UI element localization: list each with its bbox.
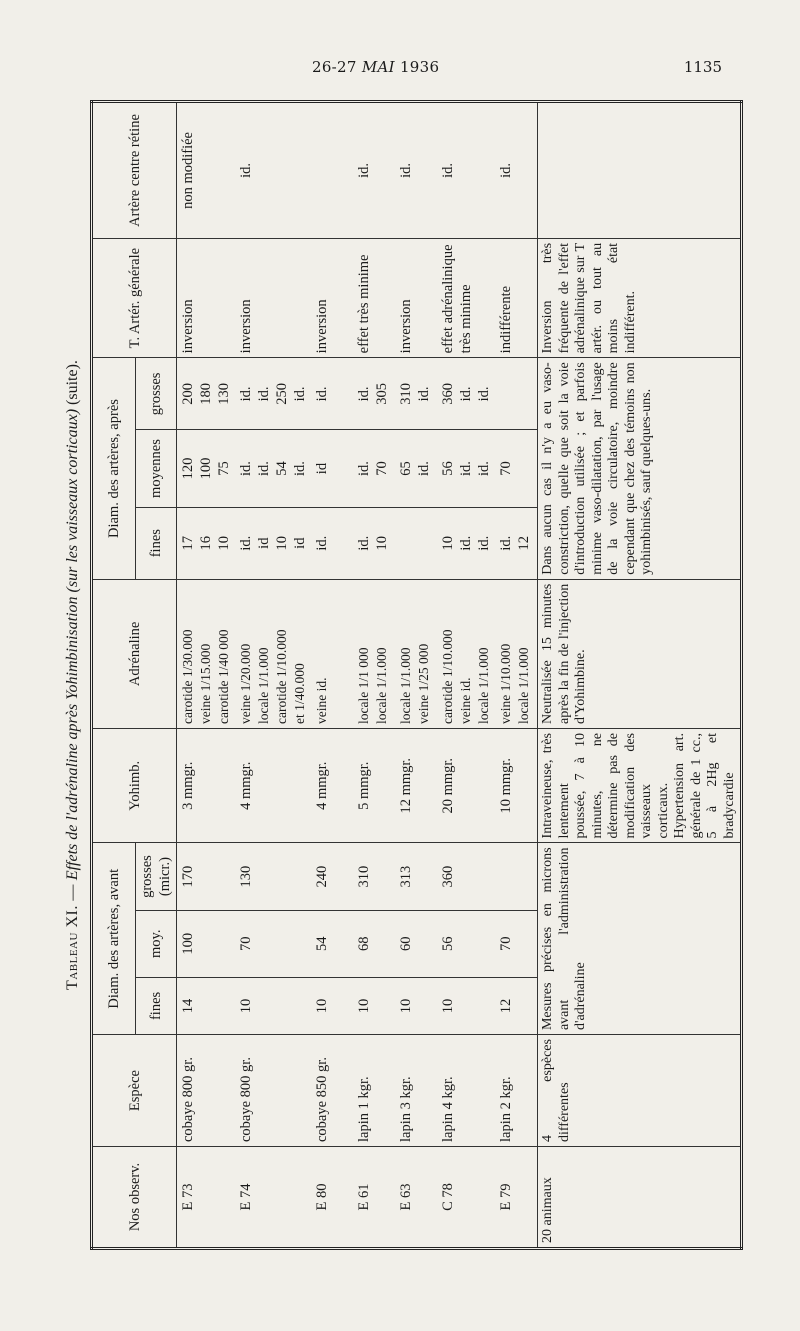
cell-moyennes-apres-line: 54 bbox=[274, 461, 290, 476]
cell-t-arter: indifférente bbox=[495, 238, 538, 357]
cell-grosses-apres bbox=[495, 358, 538, 430]
cell-moyennes-apres-line: 70 bbox=[374, 461, 390, 476]
cell-t-arter: inversion bbox=[395, 238, 437, 357]
cell-yohimb: 4 mmgr. bbox=[311, 729, 353, 843]
summary-row bbox=[538, 102, 742, 1249]
cell-adrenaline-line: locale 1/1 000 bbox=[356, 647, 371, 725]
table-row bbox=[353, 102, 395, 1249]
cell-grosses-apres bbox=[353, 358, 395, 430]
cell-moy: 70 bbox=[235, 910, 311, 977]
cell-fines: 10 bbox=[437, 977, 495, 1034]
cell-grosses-apres-line: id. bbox=[356, 386, 372, 402]
cell-grosses-apres-line: id. bbox=[238, 386, 254, 402]
cell-fines-apres-line: id. bbox=[314, 535, 330, 551]
col-header-espece: Espèce bbox=[92, 1035, 177, 1147]
cell-retine: id. bbox=[353, 102, 395, 239]
cell-espece: lapin 4 kgr. bbox=[437, 1035, 495, 1147]
rotated-table-page bbox=[60, 100, 737, 1250]
table-row bbox=[235, 102, 311, 1249]
cell-moy: 54 bbox=[311, 910, 353, 977]
cell-grosses-apres-line: id. bbox=[416, 386, 432, 402]
cell-retine: id. bbox=[437, 102, 495, 239]
table-row bbox=[437, 102, 495, 1249]
cell-fines: 10 bbox=[235, 977, 311, 1034]
cell-fines: 10 bbox=[353, 977, 395, 1034]
col-header-moyennes: moyennes bbox=[136, 430, 177, 507]
cell-grosses-apres-line: 130 bbox=[216, 383, 232, 405]
cell-yohimb: 3 mmgr. bbox=[177, 729, 236, 843]
col-header-fines: fines bbox=[136, 977, 177, 1034]
cell-grosses: 170 bbox=[177, 843, 236, 910]
col-header-grosses: grosses bbox=[136, 358, 177, 430]
col-header-t-arter: T. Artér. générale bbox=[92, 238, 177, 357]
caption-title: Effets de l'adrénaline après Yohimbinisation bbox=[64, 596, 81, 881]
col-header-grosses-micr: grosses (micr.) bbox=[136, 843, 177, 910]
col-header-fines-apres: fines bbox=[136, 507, 177, 579]
cell-fines-apres-line: 10 bbox=[374, 535, 390, 551]
cell-fines-apres bbox=[437, 507, 495, 579]
cell-adrenaline-line: locale 1/1.000 bbox=[476, 647, 491, 725]
cell-fines-apres-line: 10 bbox=[440, 535, 456, 551]
cell-moyennes-apres-line: id. bbox=[416, 461, 432, 476]
col-header-diam-apres: Diam. des artères, après bbox=[92, 358, 136, 579]
cell-moyennes-apres bbox=[177, 430, 236, 507]
cell-adrenaline-line: veine 1/10.000 bbox=[498, 643, 513, 725]
cell-fines-apres-line: 17 bbox=[180, 535, 196, 551]
cell-moyennes-apres-line: 56 bbox=[440, 461, 456, 476]
cell-retine: id. bbox=[235, 102, 311, 239]
cell-fines-apres-line: 10 bbox=[216, 535, 232, 551]
cell-fines-apres-line: id bbox=[292, 537, 308, 549]
cell-obs: E 63 bbox=[395, 1147, 437, 1249]
cell-moyennes-apres bbox=[353, 430, 395, 507]
cell-grosses-apres bbox=[437, 358, 495, 430]
cell-yohimb: 20 mmgr. bbox=[437, 729, 495, 843]
summary-yohimb: Intraveineuse, très lentement poussée, 7 à 10 minutes, ne détermine pas de modification des vaisseaux corticaux. Hypertension art. générale de 1 cc., 5 à 2Hg et bradycardie bbox=[538, 729, 742, 843]
cell-grosses bbox=[495, 843, 538, 910]
cell-fines-apres bbox=[311, 507, 353, 579]
cell-moyennes-apres bbox=[495, 430, 538, 507]
cell-yohimb: 4 mmgr. bbox=[235, 729, 311, 843]
data-table bbox=[90, 100, 743, 1250]
cell-grosses-apres-line: 200 bbox=[180, 383, 196, 405]
summary-adrenaline: Neutralisée 15 minutes après la fin de l'injection d'Yohimbine. bbox=[538, 579, 742, 728]
summary-diam-avant: Mesures précises en microns avant l'administration d'adrénaline bbox=[538, 843, 742, 1035]
cell-retine: non modifiée bbox=[177, 102, 236, 239]
cell-grosses: 310 bbox=[353, 843, 395, 910]
cell-moy: 70 bbox=[495, 910, 538, 977]
cell-adrenaline-line: veine id. bbox=[458, 677, 473, 725]
col-header-diam-avant: Diam. des artères, avant bbox=[92, 843, 136, 1035]
cell-adrenaline-line: carotide 1/10.000 bbox=[440, 629, 455, 725]
cell-espece: lapin 2 kgr. bbox=[495, 1035, 538, 1147]
cell-moyennes-apres-line: id. bbox=[458, 461, 474, 476]
cell-fines-apres bbox=[353, 507, 395, 579]
cell-moyennes-apres-line: id. bbox=[356, 461, 372, 476]
cell-fines-apres-line: id. bbox=[498, 535, 514, 551]
cell-adrenaline bbox=[311, 579, 353, 728]
cell-adrenaline-line: veine 1/20.000 bbox=[238, 643, 253, 725]
cell-adrenaline-line: locale 1/1.000 bbox=[398, 647, 413, 725]
cell-t-arter: inversion bbox=[311, 238, 353, 357]
cell-t-arter: inversion bbox=[177, 238, 236, 357]
cell-grosses-apres bbox=[395, 358, 437, 430]
cell-obs: E 74 bbox=[235, 1147, 311, 1249]
cell-grosses: 360 bbox=[437, 843, 495, 910]
cell-fines-apres-line: id bbox=[256, 537, 272, 549]
cell-yohimb: 5 mmgr. bbox=[353, 729, 395, 843]
col-header-obs: Nos observ. bbox=[92, 1147, 177, 1249]
cell-retine: id. bbox=[395, 102, 437, 239]
cell-obs: E 61 bbox=[353, 1147, 395, 1249]
cell-grosses-apres-line: id. bbox=[458, 386, 474, 402]
cell-adrenaline-line: et 1/40.000 bbox=[292, 663, 307, 725]
table-row bbox=[395, 102, 437, 1249]
running-header bbox=[0, 58, 800, 82]
cell-fines: 14 bbox=[177, 977, 236, 1034]
cell-adrenaline bbox=[495, 579, 538, 728]
cell-adrenaline bbox=[437, 579, 495, 728]
cell-grosses-apres-line: 250 bbox=[274, 383, 290, 405]
table-row bbox=[495, 102, 538, 1249]
cell-grosses-apres bbox=[311, 358, 353, 430]
cell-grosses-apres-line: id. bbox=[256, 386, 272, 402]
header-date: 26-27 MAI 1936 bbox=[312, 58, 440, 76]
cell-espece: cobaye 850 gr. bbox=[311, 1035, 353, 1147]
page-number: 1135 bbox=[683, 58, 722, 76]
col-header-adrenaline: Adrénaline bbox=[92, 579, 177, 728]
cell-grosses-apres-line: id. bbox=[292, 386, 308, 402]
cell-retine bbox=[311, 102, 353, 239]
cell-yohimb: 10 mmgr. bbox=[495, 729, 538, 843]
cell-grosses-apres-line: 305 bbox=[374, 383, 390, 405]
cell-moyennes-apres-line: id. bbox=[476, 461, 492, 476]
cell-grosses-apres-line: 180 bbox=[198, 383, 214, 405]
cell-grosses-apres-line: id. bbox=[314, 386, 330, 402]
cell-adrenaline bbox=[177, 579, 236, 728]
cell-fines-apres-line: 10 bbox=[274, 535, 290, 551]
cell-t-arter: effet très minime bbox=[353, 238, 395, 357]
summary-t-arter: Inversion très fréquente de l'effet adrénalinique sur T artér. ou tout au moins état indifférent. bbox=[538, 238, 742, 357]
cell-grosses: 313 bbox=[395, 843, 437, 910]
summary-retine bbox=[538, 102, 742, 239]
cell-espece: cobaye 800 gr. bbox=[235, 1035, 311, 1147]
cell-moyennes-apres bbox=[395, 430, 437, 507]
cell-adrenaline bbox=[235, 579, 311, 728]
cell-grosses-apres-line: 360 bbox=[440, 383, 456, 405]
cell-obs: E 73 bbox=[177, 1147, 236, 1249]
caption-suffix: (suite). bbox=[64, 360, 81, 405]
cell-fines-apres bbox=[235, 507, 311, 579]
cell-moy: 68 bbox=[353, 910, 395, 977]
cell-yohimb: 12 mmgr. bbox=[395, 729, 437, 843]
summary-obs: 20 animaux bbox=[538, 1147, 742, 1249]
cell-fines: 10 bbox=[395, 977, 437, 1034]
cell-moyennes-apres bbox=[235, 430, 311, 507]
cell-moyennes-apres-line: 65 bbox=[398, 461, 414, 476]
cell-moyennes-apres-line: 100 bbox=[198, 457, 214, 480]
cell-adrenaline-line: locale 1/1.000 bbox=[374, 647, 389, 725]
cell-fines: 12 bbox=[495, 977, 538, 1034]
cell-adrenaline bbox=[395, 579, 437, 728]
cell-fines-apres bbox=[177, 507, 236, 579]
cell-fines-apres bbox=[395, 507, 437, 579]
cell-moyennes-apres-line: id. bbox=[256, 461, 272, 476]
cell-adrenaline-line: veine 1/25 000 bbox=[416, 643, 431, 725]
cell-adrenaline-line: carotide 1/40 000 bbox=[216, 629, 231, 725]
cell-fines-apres bbox=[495, 507, 538, 579]
cell-obs: E 79 bbox=[495, 1147, 538, 1249]
cell-adrenaline-line: carotide 1/30.000 bbox=[180, 629, 195, 725]
cell-t-arter: effet adrénalinique très minime bbox=[437, 238, 495, 357]
cell-moyennes-apres-line: 120 bbox=[180, 457, 196, 480]
cell-obs: E 80 bbox=[311, 1147, 353, 1249]
cell-grosses-apres bbox=[235, 358, 311, 430]
cell-moyennes-apres-line: id. bbox=[238, 461, 254, 476]
cell-adrenaline-line: veine 1/15.000 bbox=[198, 643, 213, 725]
table-caption bbox=[60, 100, 86, 1250]
cell-fines-apres-line: 12 bbox=[516, 535, 532, 551]
cell-fines-apres-line: id. bbox=[458, 535, 474, 551]
cell-adrenaline-line: veine id. bbox=[314, 677, 329, 725]
cell-adrenaline-line: locale 1/1.000 bbox=[256, 647, 271, 725]
cell-grosses-apres bbox=[177, 358, 236, 430]
cell-fines: 10 bbox=[311, 977, 353, 1034]
cell-fines-apres-line: 16 bbox=[198, 535, 214, 551]
col-header-retine: Artère centre rétine bbox=[92, 102, 177, 239]
cell-adrenaline-line: carotide 1/10.000 bbox=[274, 629, 289, 725]
cell-moyennes-apres-line: id. bbox=[292, 461, 308, 476]
cell-fines-apres-line: id. bbox=[356, 535, 372, 551]
cell-fines-apres-line: id. bbox=[476, 535, 492, 551]
cell-fines-apres-line: id. bbox=[238, 535, 254, 551]
cell-obs: C 78 bbox=[437, 1147, 495, 1249]
cell-moy: 56 bbox=[437, 910, 495, 977]
cell-moyennes-apres bbox=[311, 430, 353, 507]
cell-moyennes-apres-line: id bbox=[314, 462, 330, 475]
cell-adrenaline-line: locale 1/1.000 bbox=[516, 647, 531, 725]
cell-espece: cobaye 800 gr. bbox=[177, 1035, 236, 1147]
col-header-moy: moy. bbox=[136, 910, 177, 977]
cell-moyennes-apres-line: 70 bbox=[498, 461, 514, 476]
summary-espece: 4 espèces différentes bbox=[538, 1035, 742, 1147]
table-row bbox=[177, 102, 236, 1249]
cell-moyennes-apres bbox=[437, 430, 495, 507]
cell-retine: id. bbox=[495, 102, 538, 239]
table-row bbox=[311, 102, 353, 1249]
cell-moy: 100 bbox=[177, 910, 236, 977]
col-header-yohimb: Yohimb. bbox=[92, 729, 177, 843]
cell-moy: 60 bbox=[395, 910, 437, 977]
cell-espece: lapin 3 kgr. bbox=[395, 1035, 437, 1147]
cell-grosses: 130 bbox=[235, 843, 311, 910]
cell-espece: lapin 1 kgr. bbox=[353, 1035, 395, 1147]
caption-label: Tableau XI. — bbox=[64, 884, 81, 990]
cell-adrenaline bbox=[353, 579, 395, 728]
caption-subtitle: (sur les vaisseaux corticaux) bbox=[64, 408, 81, 593]
cell-grosses: 240 bbox=[311, 843, 353, 910]
cell-moyennes-apres-line: 75 bbox=[216, 461, 232, 476]
cell-grosses-apres-line: id. bbox=[476, 386, 492, 402]
summary-diam-apres: Dans aucun cas il n'y a eu vaso-constriction, quelle que soit la voie d'introduction utilisée ; et parfois minime vaso-dilatation, par l'usage de la voie circulatoire, moindre cependant que chez des témoins non yohimbinisés, sauf quelques-uns. bbox=[538, 358, 742, 579]
cell-grosses-apres-line: 310 bbox=[398, 383, 414, 405]
cell-t-arter: inversion bbox=[235, 238, 311, 357]
